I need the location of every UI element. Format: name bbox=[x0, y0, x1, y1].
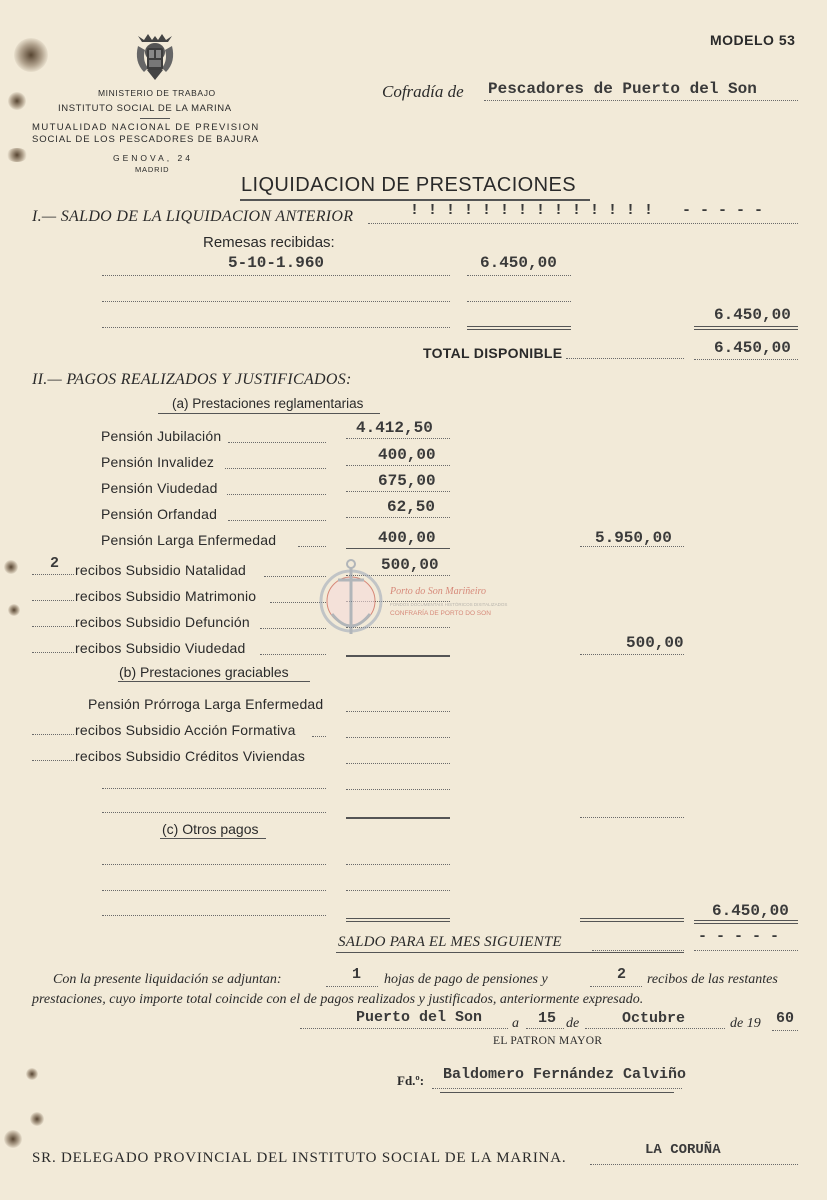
creditos-viviendas-count-line bbox=[32, 760, 74, 761]
otros-subtotal-rule bbox=[580, 918, 684, 922]
blank-b-line-1 bbox=[102, 788, 326, 789]
viudedad-label: recibos Subsidio Viudedad bbox=[75, 640, 246, 656]
signer-line bbox=[432, 1088, 682, 1089]
pension-viudedad-label: Pensión Viudedad bbox=[101, 480, 218, 496]
month-value: Octubre bbox=[622, 1010, 686, 1027]
year-line bbox=[772, 1030, 798, 1031]
defuncion-count-line bbox=[32, 626, 74, 627]
subtotal-rule bbox=[694, 326, 798, 330]
pension-viudedad-amount: 675,00 bbox=[378, 472, 436, 490]
total-disponible-value: 6.450,00 bbox=[714, 339, 791, 357]
cofradia-line bbox=[484, 100, 798, 101]
pension-jubilacion-amount: 4.412,50 bbox=[356, 419, 433, 437]
subsidios-total-rule bbox=[346, 655, 450, 657]
accion-formativa-label: recibos Subsidio Acción Formativa bbox=[75, 722, 296, 738]
section-1-marks: ! ! ! ! ! ! ! ! ! ! ! ! ! ! bbox=[410, 202, 654, 219]
pension-orfandad-amount: 62,50 bbox=[387, 498, 436, 516]
saldo-dots bbox=[592, 950, 684, 951]
natalidad-label: recibos Subsidio Natalidad bbox=[75, 562, 246, 578]
subsidios-total-line bbox=[580, 654, 684, 655]
sub-c-underline bbox=[160, 838, 266, 839]
province-value: LA CORUÑA bbox=[645, 1142, 721, 1158]
saldo-underline bbox=[336, 952, 684, 953]
remesa-amount: 6.450,00 bbox=[480, 254, 557, 272]
stain-mark bbox=[8, 92, 26, 110]
fdo-label: Fd.º: bbox=[397, 1073, 425, 1088]
section-1-value: - - - - - bbox=[682, 202, 764, 219]
signer-underline bbox=[440, 1092, 674, 1093]
day-line bbox=[526, 1028, 564, 1029]
saldo-value: - - - - - bbox=[698, 928, 780, 945]
pension-orfandad-dots bbox=[228, 520, 326, 521]
sub-b-label: (b) Prestaciones graciables bbox=[119, 664, 289, 680]
section-2-label: II.— PAGOS REALIZADOS Y JUSTIFICADOS: bbox=[32, 371, 352, 388]
defuncion-label: recibos Subsidio Defunción bbox=[75, 614, 250, 630]
prorroga-label: Pensión Prórroga Larga Enfermedad bbox=[88, 696, 324, 712]
watermark-stamp bbox=[318, 556, 518, 646]
accion-formativa-dots bbox=[312, 736, 326, 737]
signer-name: Baldomero Fernández Calviño bbox=[443, 1066, 687, 1083]
section-1-line bbox=[368, 223, 798, 224]
adjuntan-text-3: recibos de las restantes bbox=[647, 972, 778, 987]
remesa-total-rule bbox=[467, 326, 571, 330]
defuncion-dots bbox=[260, 628, 326, 629]
pension-larga-enfermedad-amount: 400,00 bbox=[378, 529, 436, 547]
creditos-viviendas-line bbox=[346, 763, 450, 764]
grand-total-rule bbox=[694, 920, 798, 924]
pension-larga-enfermedad-dots bbox=[298, 546, 326, 547]
cofradia-label: Cofradía de bbox=[382, 82, 464, 101]
stain-mark bbox=[4, 560, 18, 574]
accion-formativa-line bbox=[346, 737, 450, 738]
saldo-line bbox=[694, 950, 798, 951]
otros-total-rule bbox=[346, 918, 450, 922]
institute-label: INSTITUTO SOCIAL DE LA MARINA bbox=[58, 103, 232, 114]
saldo-label: SALDO PARA EL MES SIGUIENTE bbox=[338, 934, 562, 950]
sub-a-underline bbox=[158, 413, 380, 414]
adjuntan-text-4: prestaciones, cuyo importe total coincide con el de pagos realizados y justificados, anteriormente expresado. bbox=[32, 992, 644, 1007]
remesa-amount-line-1 bbox=[467, 275, 571, 276]
matrimonio-count-line bbox=[32, 600, 74, 601]
remesa-amount-line-2 bbox=[467, 301, 571, 302]
title-underline bbox=[240, 199, 590, 201]
place-line bbox=[300, 1028, 508, 1029]
ministry-label: MINISTERIO DE TRABAJO bbox=[98, 88, 216, 98]
stain-mark bbox=[6, 148, 28, 162]
natalidad-amount: 500,00 bbox=[381, 556, 439, 574]
total-disponible-dots bbox=[566, 358, 684, 359]
section-1-label: I.— SALDO DE LA LIQUIDACION ANTERIOR bbox=[32, 208, 354, 225]
model-number: MODELO 53 bbox=[710, 32, 796, 48]
month-line bbox=[585, 1028, 725, 1029]
mutualidad-line-1: MUTUALIDAD NACIONAL DE PREVISION bbox=[32, 122, 260, 133]
watermark-confraria: CONFRARÍA DE PORTO DO SON bbox=[390, 610, 491, 617]
otros-line-2 bbox=[102, 890, 326, 891]
header-divider bbox=[140, 118, 170, 119]
subsidios-total: 500,00 bbox=[626, 634, 684, 652]
adjuntan-text-2: hojas de pago de pensiones y bbox=[384, 972, 548, 987]
pensions-total: 5.950,00 bbox=[595, 529, 672, 547]
stain-mark bbox=[30, 1112, 44, 1126]
otros-amount-1 bbox=[346, 864, 450, 865]
anchor-icon bbox=[318, 556, 384, 646]
mutualidad-line-2: SOCIAL DE LOS PESCADORES DE BAJURA bbox=[32, 134, 260, 145]
date-a: a bbox=[512, 1016, 519, 1031]
date-de-1: de bbox=[566, 1016, 580, 1031]
pension-total-rule bbox=[346, 548, 450, 549]
stain-mark bbox=[4, 1130, 22, 1148]
viudedad-dots bbox=[260, 654, 326, 655]
stain-mark bbox=[8, 604, 20, 616]
delegado-label: SR. DELEGADO PROVINCIAL DEL INSTITUTO SOCIAL DE LA MARINA. bbox=[32, 1150, 567, 1166]
watermark-title: Porto do Son Mariñeiro bbox=[390, 586, 487, 597]
city-label: MADRID bbox=[135, 165, 170, 174]
total-disponible-label: TOTAL DISPONIBLE bbox=[423, 345, 563, 361]
adjuntan-text-1: Con la presente liquidación se adjuntan: bbox=[53, 972, 282, 987]
viudedad-count-line bbox=[32, 652, 74, 653]
day-value: 15 bbox=[538, 1010, 557, 1027]
pension-jubilacion-label: Pensión Jubilación bbox=[101, 428, 222, 444]
creditos-viviendas-label: recibos Subsidio Créditos Viviendas bbox=[75, 748, 306, 764]
recibos-count: 2 bbox=[617, 966, 627, 983]
recibo-count-line bbox=[32, 574, 74, 575]
address-label: GENOVA, 24 bbox=[113, 153, 193, 163]
stain-mark bbox=[26, 1068, 38, 1080]
pension-viudedad-dots bbox=[227, 494, 326, 495]
total-disponible-line bbox=[694, 359, 798, 360]
pension-viudedad-line bbox=[346, 491, 450, 492]
pension-invalidez-dots bbox=[225, 468, 326, 469]
pension-jubilacion-line bbox=[346, 438, 450, 439]
pensions-total-line bbox=[580, 546, 684, 547]
province-line bbox=[590, 1164, 798, 1165]
blank-b-amount-1 bbox=[346, 789, 450, 790]
hojas-count: 1 bbox=[352, 966, 362, 983]
patron-label: EL PATRON MAYOR bbox=[493, 1035, 603, 1047]
prorroga-line bbox=[346, 711, 450, 712]
natalidad-count: 2 bbox=[50, 555, 60, 572]
remesa-line-2 bbox=[102, 301, 450, 302]
remesas-label: Remesas recibidas: bbox=[203, 234, 335, 251]
blank-b-line-2 bbox=[102, 812, 326, 813]
cofradia-value: Pescadores de Puerto del Son bbox=[488, 80, 757, 98]
sub-b-total-line bbox=[580, 817, 684, 818]
natalidad-dots bbox=[264, 576, 326, 577]
date-de-2: de 19 bbox=[730, 1016, 761, 1031]
stain-mark bbox=[14, 38, 48, 72]
otros-amount-2 bbox=[346, 890, 450, 891]
otros-line-1 bbox=[102, 864, 326, 865]
sub-b-total-rule bbox=[346, 817, 450, 819]
watermark-subtitle: FONDOS DOCUMENTAIS HISTÓRICOS DIXITALIZADOS bbox=[390, 602, 508, 607]
document-title: LIQUIDACION DE PRESTACIONES bbox=[241, 174, 576, 196]
place-value: Puerto del Son bbox=[356, 1009, 483, 1026]
sub-a-label: (a) Prestaciones reglamentarias bbox=[172, 396, 364, 411]
pension-larga-enfermedad-label: Pensión Larga Enfermedad bbox=[101, 532, 277, 548]
pension-orfandad-line bbox=[346, 517, 450, 518]
pension-invalidez-amount: 400,00 bbox=[378, 446, 436, 464]
recibos-line bbox=[590, 986, 642, 987]
pension-invalidez-line bbox=[346, 465, 450, 466]
remesa-date: 5-10-1.960 bbox=[228, 254, 325, 272]
pension-orfandad-label: Pensión Orfandad bbox=[101, 506, 218, 522]
pension-jubilacion-dots bbox=[228, 442, 326, 443]
accion-formativa-count-line bbox=[32, 734, 74, 735]
remesa-line-3 bbox=[102, 327, 450, 328]
matrimonio-label: recibos Subsidio Matrimonio bbox=[75, 588, 257, 604]
sub-c-label: (c) Otros pagos bbox=[162, 821, 259, 837]
hojas-line bbox=[326, 986, 378, 987]
remesa-subtotal: 6.450,00 bbox=[714, 306, 791, 324]
sub-b-underline bbox=[118, 681, 310, 682]
remesa-line-1 bbox=[102, 275, 450, 276]
otros-line-3 bbox=[102, 915, 326, 916]
pension-invalidez-label: Pensión Invalidez bbox=[101, 454, 215, 470]
grand-total: 6.450,00 bbox=[712, 902, 789, 920]
year-value: 60 bbox=[776, 1010, 795, 1027]
coat-of-arms-icon bbox=[134, 32, 176, 86]
